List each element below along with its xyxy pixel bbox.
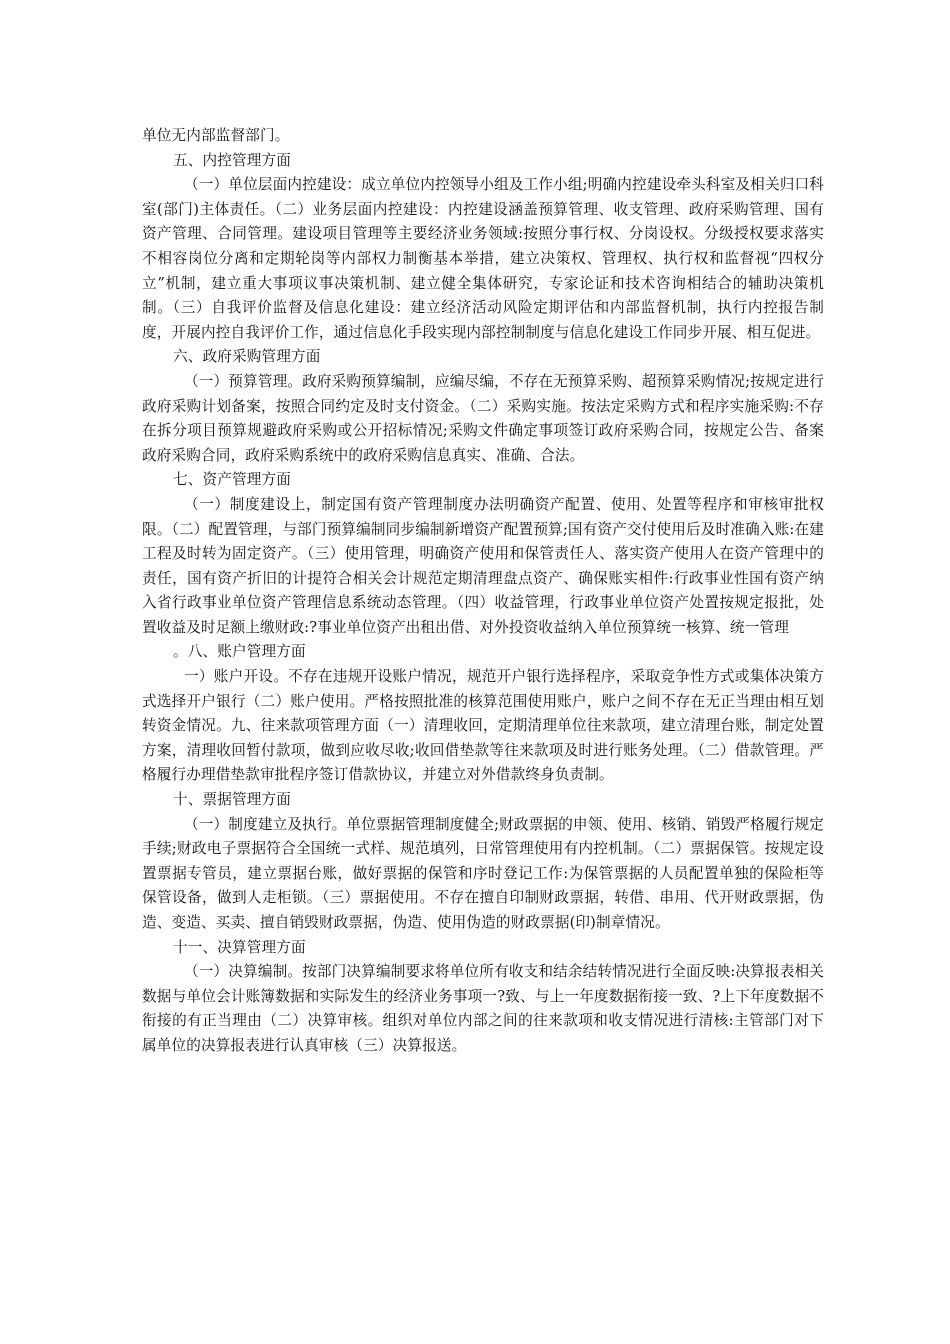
document-page xyxy=(142,124,824,1059)
paragraph-procurement: （一）预算管理。政府采购预算编制，应编尽编，不存在无预算采购、超预算采购情况;按规定进行政府采购计划备案，按照合同约定及时支付资金。（二）采购实施。按法定采购方式和程序实施采购:不存在拆分项目预算规避政府采购或公开招标情况;采购文件确定事项签订政府采购合同，按规定公告、备案政府采购合同，政府采购系统中的政府采购信息真实、准确、合法。 xyxy=(142,372,824,464)
paragraph-bills: （一）制度建立及执行。单位票据管理制度健全;财政票据的申领、使用、核销、销毁严格履行规定手续;财政电子票据符合全国统一式样、规范填列，日常管理使用有内控机制。（二）票据保管。按规定设置票据专管员，建立票据台账，做好票据的保管和序时登记工作:为保管票据的人员配置单独的保险柜等保管设备，做到人走柜锁。（三）票据使用。不存在擅自印制财政票据，转借、串用、代开财政票据，伪造、变造、买卖、擅自销毁财政票据，伪造、使用伪造的财政票据(印)制章情况。 xyxy=(142,815,824,931)
section-heading-assets: 七、资产管理方面 xyxy=(173,471,291,489)
section-heading-accounts: 。八、账户管理方面 xyxy=(173,643,306,661)
section-heading-internal-control: 五、内控管理方面 xyxy=(173,151,291,169)
paragraph-final-accounts: （一）决算编制。按部门决算编制要求将单位所有收支和结余结转情况进行全面反映:决算报表相关数据与单位会计账簿数据和实际发生的经济业务事项一?致、与上一年度数据衔接一致、?上下年度数据不衔接的有正当理由（二）决算审核。组织对单位内部之间的往来款项和收支情况进行清核:主管部门对下属单位的决算报表进行认真审核（三）决算报送。 xyxy=(142,963,824,1054)
paragraph-assets: （一）制度建设上，制定国有资产管理制度办法明确资产配置、使用、处置等程序和审核审批权限。（二）配置管理，与部门预算编制同步编制新增资产配置预算;国有资产交付使用后及时准确入账:在建工程及时转为固定资产。（三）使用管理，明确资产使用和保管责任人、落实资产使用人在资产管理中的责任，国有资产折旧的计提符合相关会计规范定期清理盘点资产、确保账实相件:行政事业性国有资产纳入省行政事业单位资产管理信息系统动态管理。（四）收益管理，行政事业单位资产处置按规定报批，处置收益及时足额上缴财政:?事业单位资产出租出借、对外投资收益纳入单位预算统一核算、统一管理 xyxy=(142,495,824,636)
section-heading-procurement: 六、政府采购管理方面 xyxy=(173,348,321,366)
paragraph-internal-control: （一）单位层面内控建设：成立单位内控领导小组及工作小组;明确内控建设牵头科室及相关归口科室(部门)主体责任。（二）业务层面内控建设：内控建设涵盖预算管理、收支管理、政府采购管理、国有资产管理、合同管理。建设项目管理等主要经济业务领域:按照分事行权、分岗设权。分级授权要求落实不相容岗位分离和定期轮岗等内部权力制衡基本举措，建立决策权、管理权、执行权和监督视“四权分立”机制，建立重大事项议事决策机制、建立健全集体研究，专家论证和技术咨询相结合的辅助决策机制。（三）自我评价监督及信息化建设：建立经济活动风险定期评估和内部监督机制，执行内控报告制度，开展内控自我评价工作，通过信息化手段实现内部控制制度与信息化建设工作同步开展、相互促进。 xyxy=(142,176,824,341)
section-heading-final-accounts: 十一、决算管理方面 xyxy=(173,938,306,956)
section-heading-bills: 十、票据管理方面 xyxy=(173,791,291,809)
paragraph-intro: 单位无内部监督部门。 xyxy=(142,127,290,144)
paragraph-accounts: 一）账户开设。不存在违规开设账户情况，规范开户银行选择程序，采取竞争性方式或集体决策方式选择开户银行（二）账户使用。严格按照批准的核算范围使用账户，账户之间不存在无正当理由相互划转资金情况。九、往来款项管理方面（一）清理收回，定期清理单位往来款项，建立清理台账，制定处置方案，清理收回暂付款项，做到应收尽收;收回借垫款等往来款项及时进行账务处理。（二）借款管理。严格履行办理借垫款审批程序签订借款协议，并建立对外借款终身负责制。 xyxy=(142,668,824,784)
